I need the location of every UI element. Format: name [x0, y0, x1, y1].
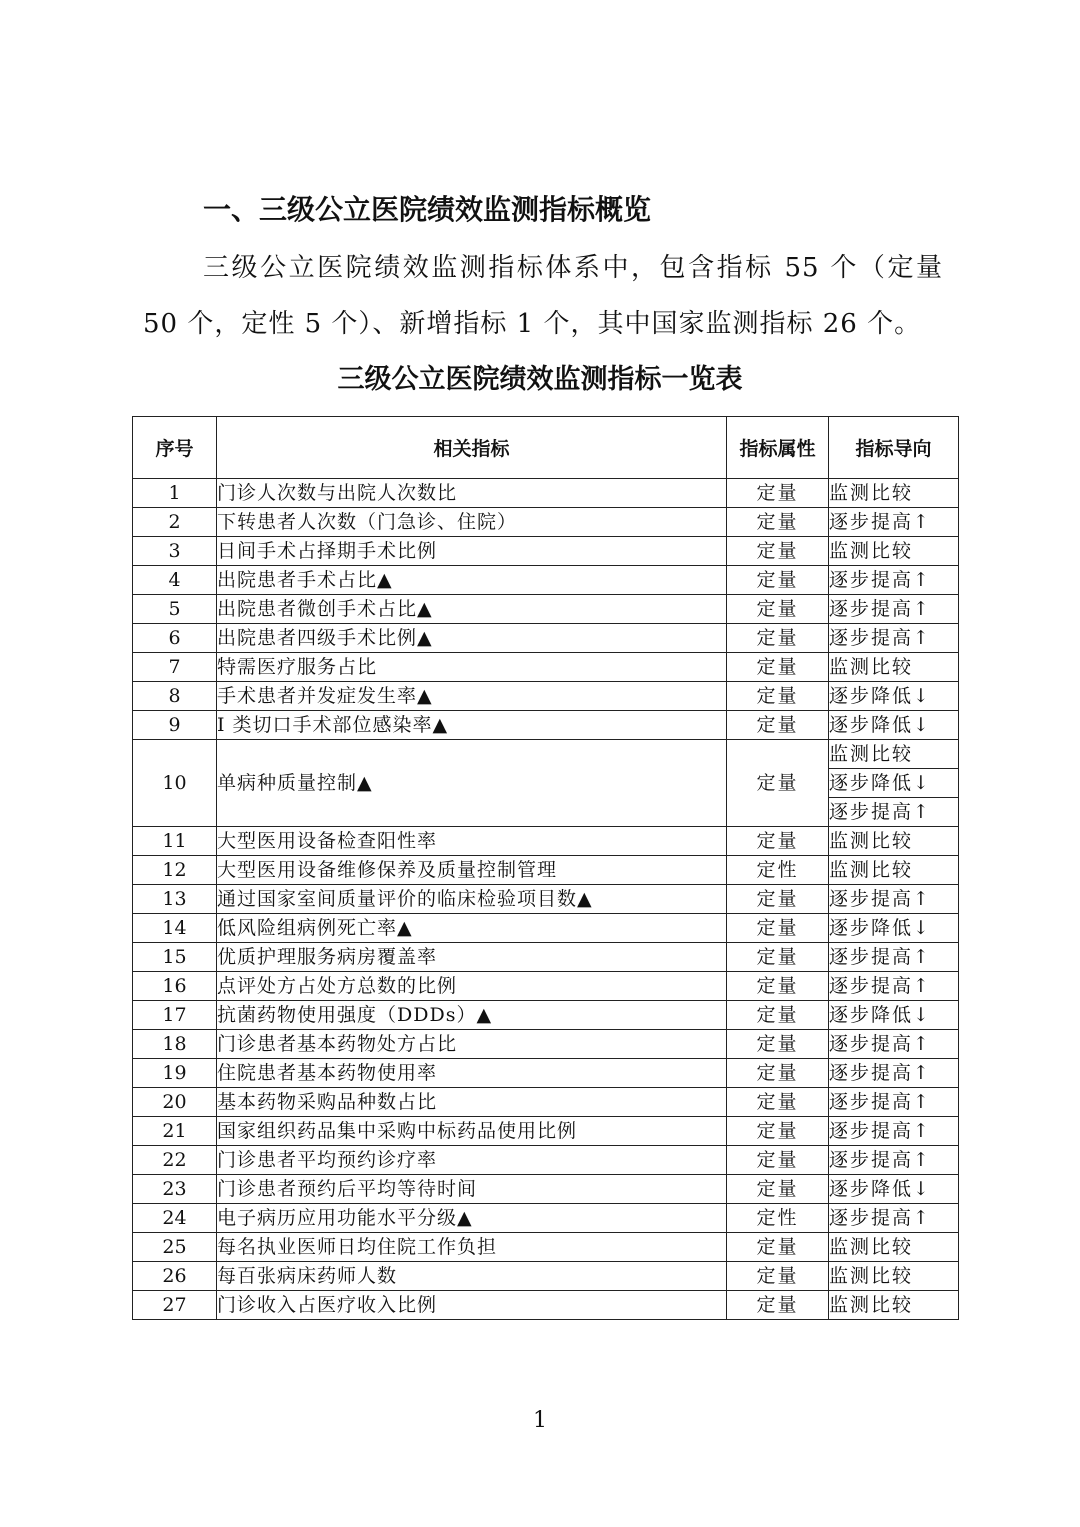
row-number: 16 — [133, 972, 217, 1001]
indicator-name: 门诊患者平均预约诊疗率 — [217, 1146, 727, 1175]
indicator-direction: 逐步降低↓ — [829, 1175, 959, 1204]
indicator-name: 优质护理服务病房覆盖率 — [217, 943, 727, 972]
indicator-direction: 监测比较 — [829, 653, 959, 682]
indicator-direction: 监测比较 — [829, 479, 959, 508]
indicator-name: 电子病历应用功能水平分级▲ — [217, 1204, 727, 1233]
indicator-attribute: 定量 — [727, 624, 829, 653]
indicator-name: 基本药物采购品种数占比 — [217, 1088, 727, 1117]
indicator-direction: 逐步提高↑ — [829, 1030, 959, 1059]
indicator-name: 大型医用设备检查阳性率 — [217, 827, 727, 856]
table-title: 三级公立医院绩效监测指标一览表 — [337, 364, 743, 395]
table-row — [133, 711, 959, 740]
indicator-attribute: 定量 — [727, 537, 829, 566]
indicator-name: 低风险组病例死亡率▲ — [217, 914, 727, 943]
indicator-attribute: 定量 — [727, 682, 829, 711]
indicator-name: 出院患者四级手术比例▲ — [217, 624, 727, 653]
header-name: 相关指标 — [217, 417, 727, 479]
indicator-attribute: 定量 — [727, 885, 829, 914]
table-row — [133, 943, 959, 972]
indicator-name: 门诊收入占医疗收入比例 — [217, 1291, 727, 1320]
indicator-direction: 逐步提高↑ — [829, 1146, 959, 1175]
indicator-direction: 逐步提高↑ — [829, 624, 959, 653]
header-dir: 指标导向 — [829, 417, 959, 479]
row-number: 8 — [133, 682, 217, 711]
header-no: 序号 — [133, 417, 217, 479]
indicator-attribute: 定量 — [727, 711, 829, 740]
table-row — [133, 1117, 959, 1146]
indicator-name: 通过国家室间质量评价的临床检验项目数▲ — [217, 885, 727, 914]
indicator-direction: 监测比较 — [829, 856, 959, 885]
row-number: 4 — [133, 566, 217, 595]
table-row — [133, 740, 959, 769]
indicator-name: 住院患者基本药物使用率 — [217, 1059, 727, 1088]
indicator-name: 门诊人次数与出院人次数比 — [217, 479, 727, 508]
indicator-name: 国家组织药品集中采购中标药品使用比例 — [217, 1117, 727, 1146]
indicator-name: 单病种质量控制▲ — [217, 740, 727, 827]
table-row — [133, 885, 959, 914]
row-number: 2 — [133, 508, 217, 537]
table-row — [133, 914, 959, 943]
section-heading: 一、三级公立医院绩效监测指标概览 — [203, 193, 652, 226]
indicator-attribute: 定量 — [727, 508, 829, 537]
table-header-row — [133, 417, 959, 479]
indicator-attribute: 定量 — [727, 1059, 829, 1088]
indicator-name: 门诊患者基本药物处方占比 — [217, 1030, 727, 1059]
row-number: 19 — [133, 1059, 217, 1088]
indicator-direction: 逐步提高↑ — [829, 1204, 959, 1233]
table-row — [133, 827, 959, 856]
indicator-direction: 逐步提高↑ — [829, 508, 959, 537]
indicator-name: I 类切口手术部位感染率▲ — [217, 711, 727, 740]
row-number: 5 — [133, 595, 217, 624]
indicator-attribute: 定性 — [727, 1204, 829, 1233]
indicator-name: 门诊患者预约后平均等待时间 — [217, 1175, 727, 1204]
row-number: 27 — [133, 1291, 217, 1320]
indicator-direction: 监测比较 — [829, 1291, 959, 1320]
indicator-direction: 逐步降低↓ — [829, 682, 959, 711]
indicator-direction: 逐步提高↑ — [829, 1117, 959, 1146]
indicator-attribute: 定量 — [727, 1001, 829, 1030]
indicator-attribute: 定量 — [727, 1233, 829, 1262]
indicator-attribute: 定量 — [727, 653, 829, 682]
table-row — [133, 537, 959, 566]
header-attr: 指标属性 — [727, 417, 829, 479]
indicator-attribute: 定量 — [727, 1175, 829, 1204]
indicator-attribute: 定量 — [727, 943, 829, 972]
intro-paragraph: 三级公立医院绩效监测指标体系中，包含指标 55 个（定量 50 个，定性 5 个）、新增指标 1 个，其中国家监测指标 26 个。 — [143, 253, 943, 339]
row-number: 12 — [133, 856, 217, 885]
row-number: 7 — [133, 653, 217, 682]
indicator-attribute: 定量 — [727, 1262, 829, 1291]
table-row — [133, 508, 959, 537]
table-row — [133, 566, 959, 595]
row-number: 15 — [133, 943, 217, 972]
row-number: 23 — [133, 1175, 217, 1204]
table-row — [133, 1291, 959, 1320]
page-number: 1 — [533, 1408, 547, 1433]
indicator-direction: 逐步提高↑ — [829, 943, 959, 972]
indicator-direction: 逐步提高↑ — [829, 1088, 959, 1117]
table-row — [133, 1088, 959, 1117]
indicator-attribute: 定性 — [727, 856, 829, 885]
indicator-attribute: 定量 — [727, 566, 829, 595]
table-row — [133, 972, 959, 1001]
indicator-table — [132, 416, 959, 1320]
row-number: 25 — [133, 1233, 217, 1262]
indicator-attribute: 定量 — [727, 1291, 829, 1320]
indicator-attribute: 定量 — [727, 1117, 829, 1146]
row-number: 18 — [133, 1030, 217, 1059]
indicator-direction: 监测比较 — [829, 740, 959, 769]
indicator-name: 抗菌药物使用强度（DDDs）▲ — [217, 1001, 727, 1030]
indicator-name: 每名执业医师日均住院工作负担 — [217, 1233, 727, 1262]
indicator-direction: 逐步提高↑ — [829, 595, 959, 624]
indicator-direction: 逐步提高↑ — [829, 566, 959, 595]
indicator-direction: 逐步降低↓ — [829, 1001, 959, 1030]
indicator-direction: 逐步提高↑ — [829, 1059, 959, 1088]
indicator-attribute: 定量 — [727, 972, 829, 1001]
indicator-table-body — [133, 479, 959, 1320]
row-number: 13 — [133, 885, 217, 914]
indicator-name: 日间手术占择期手术比例 — [217, 537, 727, 566]
table-row — [133, 624, 959, 653]
table-row — [133, 1059, 959, 1088]
indicator-attribute: 定量 — [727, 1030, 829, 1059]
table-row — [133, 1262, 959, 1291]
indicator-name: 手术患者并发症发生率▲ — [217, 682, 727, 711]
indicator-attribute: 定量 — [727, 1088, 829, 1117]
row-number: 14 — [133, 914, 217, 943]
row-number: 22 — [133, 1146, 217, 1175]
row-number: 1 — [133, 479, 217, 508]
table-row — [133, 1175, 959, 1204]
row-number: 10 — [133, 740, 217, 827]
table-row — [133, 1146, 959, 1175]
indicator-attribute: 定量 — [727, 914, 829, 943]
indicator-attribute: 定量 — [727, 595, 829, 624]
row-number: 20 — [133, 1088, 217, 1117]
row-number: 21 — [133, 1117, 217, 1146]
indicator-name: 大型医用设备维修保养及质量控制管理 — [217, 856, 727, 885]
table-row — [133, 682, 959, 711]
indicator-direction: 逐步提高↑ — [829, 885, 959, 914]
row-number: 24 — [133, 1204, 217, 1233]
indicator-direction: 逐步降低↓ — [829, 769, 959, 798]
row-number: 11 — [133, 827, 217, 856]
indicator-name: 每百张病床药师人数 — [217, 1262, 727, 1291]
table-row — [133, 479, 959, 508]
table-row — [133, 1233, 959, 1262]
indicator-direction: 逐步降低↓ — [829, 914, 959, 943]
indicator-direction: 监测比较 — [829, 1262, 959, 1291]
indicator-name: 点评处方占处方总数的比例 — [217, 972, 727, 1001]
row-number: 9 — [133, 711, 217, 740]
table-row — [133, 1030, 959, 1059]
indicator-direction: 监测比较 — [829, 1233, 959, 1262]
indicator-name: 出院患者手术占比▲ — [217, 566, 727, 595]
row-number: 17 — [133, 1001, 217, 1030]
indicator-attribute: 定量 — [727, 827, 829, 856]
table-row — [133, 653, 959, 682]
indicator-attribute: 定量 — [727, 479, 829, 508]
row-number: 6 — [133, 624, 217, 653]
table-row — [133, 1001, 959, 1030]
indicator-direction: 监测比较 — [829, 537, 959, 566]
table-row — [133, 595, 959, 624]
indicator-attribute: 定量 — [727, 740, 829, 827]
row-number: 26 — [133, 1262, 217, 1291]
indicator-direction: 逐步提高↑ — [829, 798, 959, 827]
indicator-direction: 逐步提高↑ — [829, 972, 959, 1001]
indicator-name: 下转患者人次数（门急诊、住院） — [217, 508, 727, 537]
indicator-attribute: 定量 — [727, 1146, 829, 1175]
indicator-direction: 逐步降低↓ — [829, 711, 959, 740]
indicator-name: 特需医疗服务占比 — [217, 653, 727, 682]
table-row — [133, 1204, 959, 1233]
table-row — [133, 856, 959, 885]
row-number: 3 — [133, 537, 217, 566]
indicator-name: 出院患者微创手术占比▲ — [217, 595, 727, 624]
indicator-direction: 监测比较 — [829, 827, 959, 856]
